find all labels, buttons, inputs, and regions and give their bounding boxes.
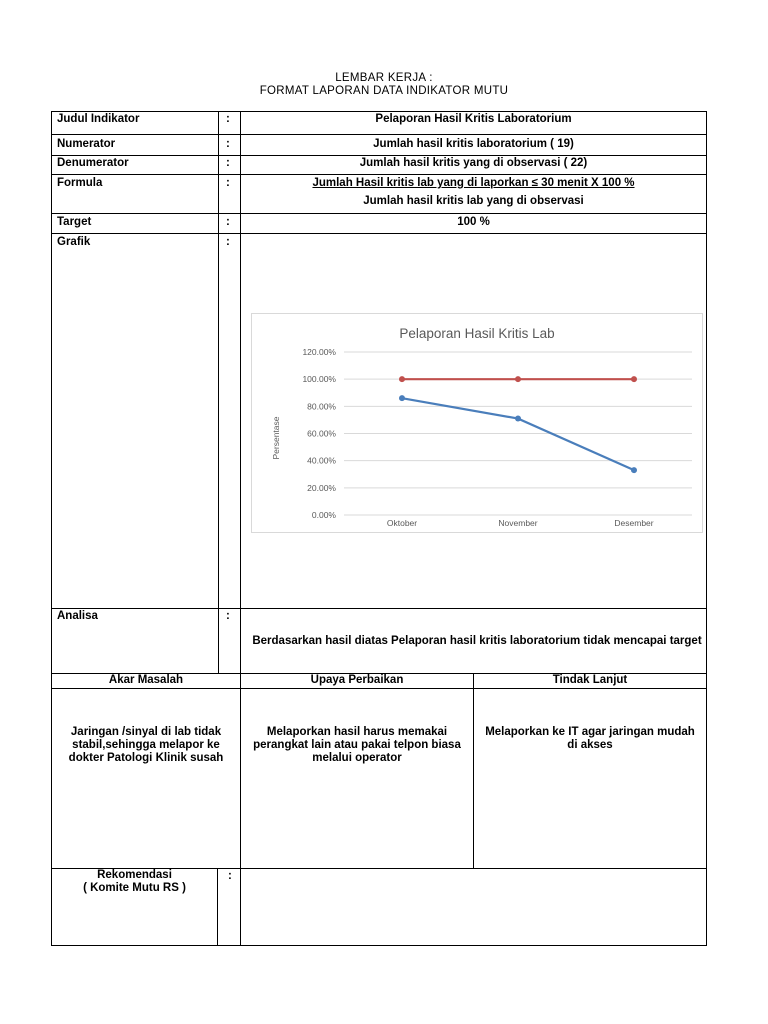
line-chart bbox=[251, 313, 703, 533]
chart-point-0 bbox=[631, 467, 637, 473]
colon-rekomendasi: : bbox=[228, 870, 232, 882]
worksheet-subtitle: FORMAT LAPORAN DATA INDIKATOR MUTU bbox=[259, 85, 509, 97]
chart-x-tick-label: Desember bbox=[614, 518, 654, 528]
value-denumerator: Jumlah hasil kritis yang di observasi ( 22) bbox=[359, 157, 588, 169]
chart-y-tick-label: 20.00% bbox=[307, 482, 336, 493]
header-tindak-lanjut: Tindak Lanjut bbox=[552, 674, 628, 686]
value-judul-indikator: Pelaporan Hasil Kritis Laboratorium bbox=[375, 113, 572, 125]
value-numerator: Jumlah hasil kritis laboratorium ( 19) bbox=[373, 138, 574, 150]
label-rekomendasi: Rekomendasi bbox=[97, 869, 172, 881]
chart-x-tick-label: Oktober bbox=[386, 518, 418, 528]
formula-numerator-text: Jumlah Hasil kritis lab yang di laporkan ≤ 30 menit X 100 % bbox=[312, 177, 635, 189]
colon-judul: : bbox=[226, 113, 230, 125]
header-akar-masalah: Akar Masalah bbox=[108, 674, 184, 686]
chart-y-tick-label: 100.00% bbox=[302, 374, 336, 385]
colon-target: : bbox=[226, 216, 230, 228]
label-denumerator: Denumerator bbox=[57, 157, 129, 169]
chart-point-1 bbox=[631, 376, 637, 382]
chart-y-tick-label: 40.00% bbox=[307, 455, 336, 466]
colon-numerator: : bbox=[226, 138, 230, 150]
chart-y-tick-label: 120.00% bbox=[302, 347, 336, 357]
colon-denumerator: : bbox=[226, 157, 230, 169]
chart-svg bbox=[252, 314, 702, 532]
upaya-perbaikan-text: Melaporkan hasil harus memakai perangkat lain atau pakai telpon biasa melalui operator bbox=[253, 726, 461, 764]
chart-y-ticks bbox=[302, 347, 336, 520]
chart-title: Pelaporan Hasil Kritis Lab bbox=[399, 326, 555, 341]
colon-formula: : bbox=[226, 177, 230, 189]
header-upaya-perbaikan: Upaya Perbaikan bbox=[310, 674, 404, 686]
chart-point-1 bbox=[515, 376, 521, 382]
label-formula: Formula bbox=[57, 177, 103, 189]
formula-denominator-text: Jumlah hasil kritis lab yang di observasi bbox=[363, 195, 584, 207]
colon-analisa: : bbox=[226, 610, 230, 622]
chart-point-1 bbox=[399, 376, 405, 382]
label-grafik: Grafik bbox=[57, 236, 91, 248]
chart-y-tick-label: 80.00% bbox=[307, 401, 336, 412]
worksheet-title: LEMBAR KERJA : bbox=[335, 72, 433, 84]
chart-x-ticks bbox=[387, 518, 654, 528]
label-judul-indikator: Judul Indikator bbox=[57, 113, 140, 125]
chart-y-tick-label: 60.00% bbox=[307, 428, 336, 439]
label-numerator: Numerator bbox=[57, 138, 116, 150]
chart-y-tick-label: 0.00% bbox=[311, 510, 336, 520]
chart-series-line-0 bbox=[402, 398, 634, 470]
label-komite-mutu: ( Komite Mutu RS ) bbox=[83, 882, 186, 894]
chart-point-0 bbox=[399, 395, 405, 401]
chart-x-tick-label: November bbox=[498, 518, 538, 528]
chart-y-axis-label: Persentase bbox=[271, 416, 281, 460]
value-analisa: Berdasarkan hasil diatas Pelaporan hasil kritis laboratorium tidak mencapai target bbox=[252, 635, 702, 647]
tindak-lanjut-text: Melaporkan ke IT agar jaringan mudah di akses bbox=[485, 726, 695, 751]
akar-masalah-text: Jaringan /sinyal di lab tidak stabil,sehingga melapor ke dokter Patologi Klinik susah bbox=[68, 726, 224, 764]
label-analisa: Analisa bbox=[57, 610, 98, 622]
value-target: 100 % bbox=[457, 216, 490, 228]
chart-series bbox=[399, 376, 637, 473]
label-target: Target bbox=[57, 216, 92, 228]
colon-grafik: : bbox=[226, 236, 230, 248]
chart-point-0 bbox=[515, 416, 521, 422]
